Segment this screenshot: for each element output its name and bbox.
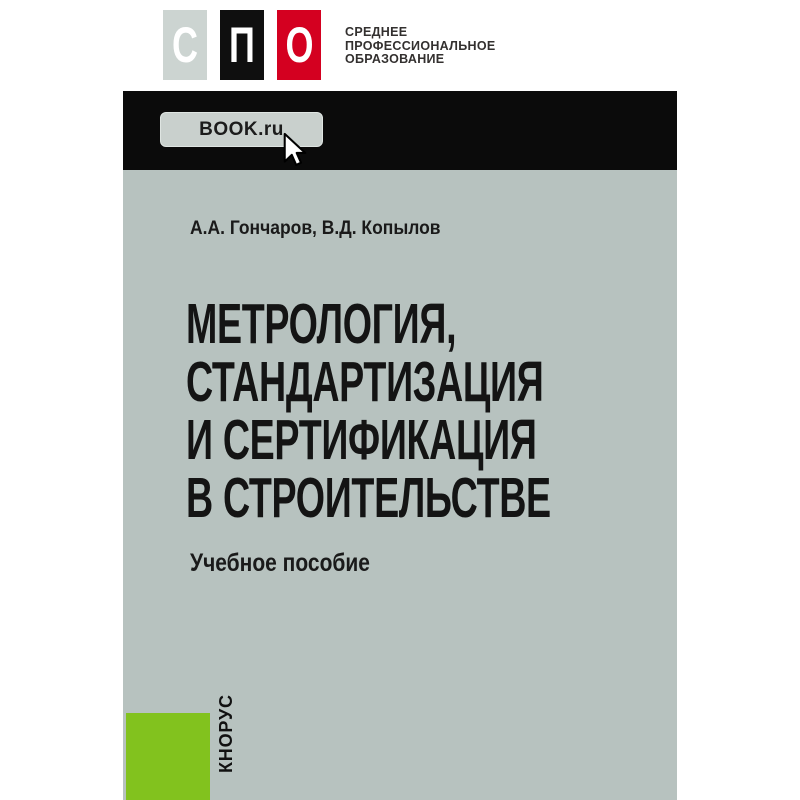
tagline-line: СРЕДНЕЕ bbox=[345, 25, 408, 39]
tagline-line: ОБРАЗОВАНИЕ bbox=[345, 52, 445, 66]
publisher-name: КНОРУС bbox=[216, 694, 236, 773]
logo-letter: С bbox=[171, 17, 198, 73]
title-line: СТАНДАРТИЗАЦИЯ bbox=[186, 350, 544, 414]
publisher-accent-square bbox=[126, 713, 210, 800]
tagline-line: ПРОФЕССИОНАЛЬНОЕ bbox=[345, 38, 496, 53]
title-line: МЕТРОЛОГИЯ, bbox=[186, 292, 457, 356]
title-line: И СЕРТИФИКАЦИЯ bbox=[186, 408, 537, 472]
book-title bbox=[186, 292, 739, 530]
cover-top-band bbox=[123, 91, 677, 170]
title-line: В СТРОИТЕЛЬСТВЕ bbox=[186, 466, 551, 530]
logo-tile-p bbox=[220, 10, 264, 80]
logo-tile-s bbox=[163, 10, 207, 80]
logo-letter: П bbox=[229, 17, 255, 73]
logo-letter: О bbox=[284, 17, 314, 73]
subtitle: Учебное пособие bbox=[190, 549, 370, 577]
book-cover bbox=[123, 91, 677, 800]
cursor-arrow-icon bbox=[280, 132, 310, 168]
spo-series-logo bbox=[163, 10, 321, 80]
bookru-label: BOOK.ru bbox=[199, 118, 284, 140]
logo-tile-o bbox=[277, 10, 321, 80]
authors: А.А. Гончаров, В.Д. Копылов bbox=[190, 218, 441, 239]
series-tagline bbox=[345, 26, 496, 67]
